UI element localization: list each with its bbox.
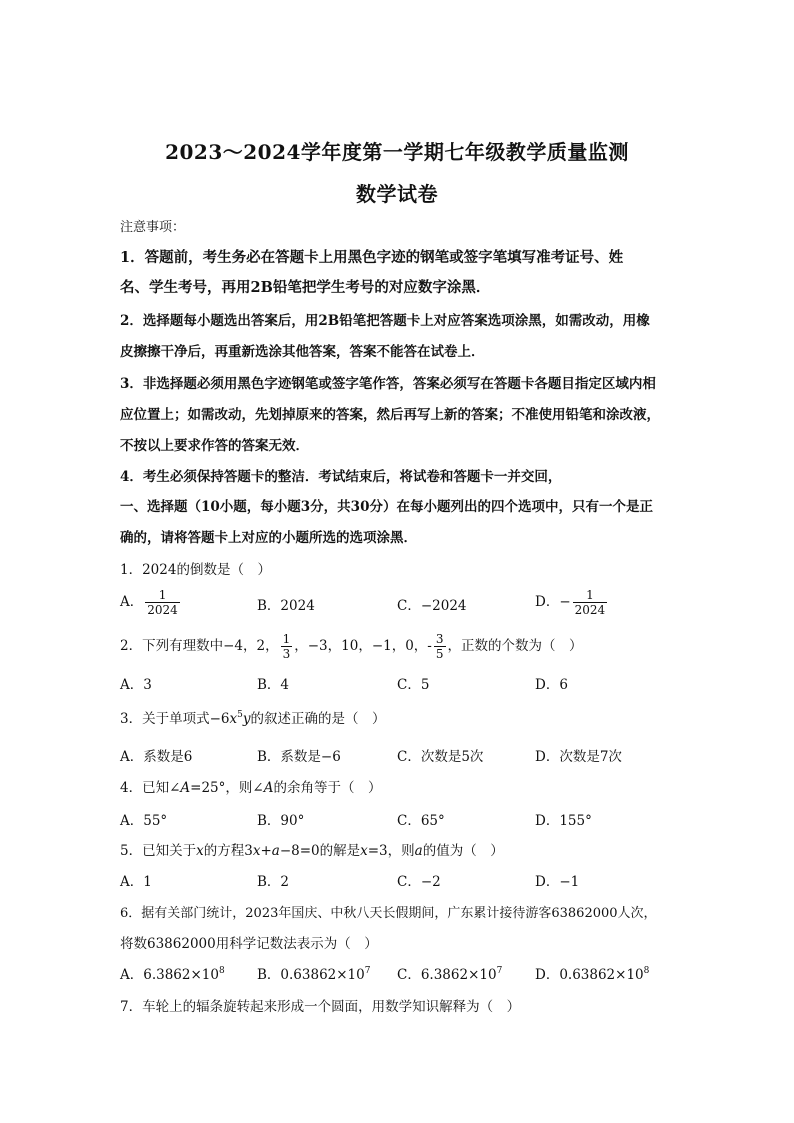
exam-subtitle: 数学试卷	[356, 182, 438, 206]
question-6-option-c: C．$6.3862\times 10^7$	[397, 966, 503, 983]
fraction: $\frac{1}{2024}$	[574, 588, 606, 617]
question-1-stem: 1．2024的倒数是（ ）	[120, 562, 271, 578]
question-4-stem: 4．已知∠A=25°，则∠A的余角等于（ ）	[120, 780, 382, 796]
fraction: $\frac{1}{2024}$	[147, 588, 178, 617]
note-2-line-1: 2．选择题每小题选出答案后，用2B铅笔把答题卡上对应答案选项涂黑，如需改动，用橡	[120, 313, 650, 329]
note-3-line-1: 3．非选择题必须用黑色字迹钢笔或签字笔作答，答案必须写在答题卡各题目指定区域内相	[120, 376, 656, 392]
note-2-line-2: 皮擦擦干净后，再重新选涂其他答案，答案不能答在试卷上．	[120, 344, 485, 360]
question-5-option-d: D．−1	[535, 874, 580, 890]
note-1-line-2: 名、学生考号，再用2B铅笔把学生考号的对应数字涂黑．	[120, 279, 491, 296]
question-2-option-b: B．4	[257, 677, 290, 693]
question-3-option-b: B．系数是−6	[257, 749, 341, 765]
question-1-option-a: A． $\frac{1}{2024}$	[120, 588, 178, 617]
question-5-stem: 5．已知关于x的方程3x+a−8=0的解是x=3，则a的值为（ ）	[120, 843, 504, 859]
note-4: 4．考生必须保持答题卡的整洁．考试结束后，将试卷和答题卡一并交回，	[120, 469, 562, 485]
question-2-option-c: C．5	[397, 677, 430, 693]
question-2-option-a: A．3	[120, 677, 152, 693]
section-1-instruction-line-2: 确的，请将答题卡上对应的小题所选的选项涂黑．	[120, 530, 417, 546]
section-1-heading: 一、选择题（10小题，每小题3分，共30分）	[120, 499, 397, 515]
question-4-option-b: B．90°	[257, 813, 305, 829]
note-1-line-1: 1．答题前，考生务必在答题卡上用黑色字迹的钢笔或签字笔填写准考证号、姓	[120, 249, 624, 266]
question-3-stem: 3．关于单项式$-6x^5y$的叙述正确的是（ ）	[120, 710, 386, 727]
question-5-option-a: A．1	[120, 874, 152, 890]
fraction: $\frac{3}{5}$	[435, 632, 444, 661]
question-6-option-a: A．$6.3862\times 10^8$	[120, 966, 225, 983]
note-3-line-3: 不按以上要求作答的答案无效．	[120, 438, 309, 454]
question-1-option-d: D．− $\frac{1}{2024}$	[535, 588, 606, 617]
question-4-option-a: A．55°	[120, 813, 168, 829]
question-6-option-d: D．$0.63862\times 10^8$	[535, 966, 650, 983]
question-4-option-d: D．155°	[535, 813, 592, 829]
notes-heading: 注意事项：	[120, 220, 186, 235]
question-7-stem: 7．车轮上的辐条旋转起来形成一个圆面，用数学知识解释为（ ）	[120, 999, 521, 1015]
question-2-stem: 2．下列有理数中−4，2， $\frac{1}{3}$ ，−3，10，−1，0，- $\frac{3}{5}$ ，正数的个数为（ ）	[120, 632, 583, 661]
question-2-option-d: D．6	[535, 677, 568, 693]
question-1-option-c: C．−2024	[397, 598, 467, 614]
section-1-instruction: 在每小题列出的四个选项中，只有一个是正	[396, 499, 653, 515]
question-3-option-a: A．系数是6	[120, 749, 193, 765]
section-1-intro	[120, 498, 653, 516]
question-5-option-b: B．2	[257, 874, 290, 890]
note-3-line-2: 应位置上；如需改动，先划掉原来的答案，然后再写上新的答案；不准使用铅笔和涂改液，	[120, 407, 660, 423]
question-6-stem-line-1: 6．据有关部门统计，2023年国庆、中秋八天长假期间，广东累计接待游客63862000人次，	[120, 906, 657, 921]
fraction: $\frac{1}{3}$	[282, 632, 291, 661]
question-6-option-b: B．$0.63862\times 10^7$	[257, 966, 371, 983]
question-3-option-d: D．次数是7次	[535, 749, 622, 765]
question-1-option-b: B．2024	[257, 598, 315, 614]
exam-title: 2023～2024学年度第一学期七年级教学质量监测	[165, 140, 629, 164]
question-6-stem-line-2: 将数63862000用科学记数法表示为（ ）	[120, 936, 378, 952]
question-5-option-c: C．−2	[397, 874, 441, 890]
question-3-option-c: C．次数是5次	[397, 749, 484, 765]
question-4-option-c: C．65°	[397, 813, 445, 829]
